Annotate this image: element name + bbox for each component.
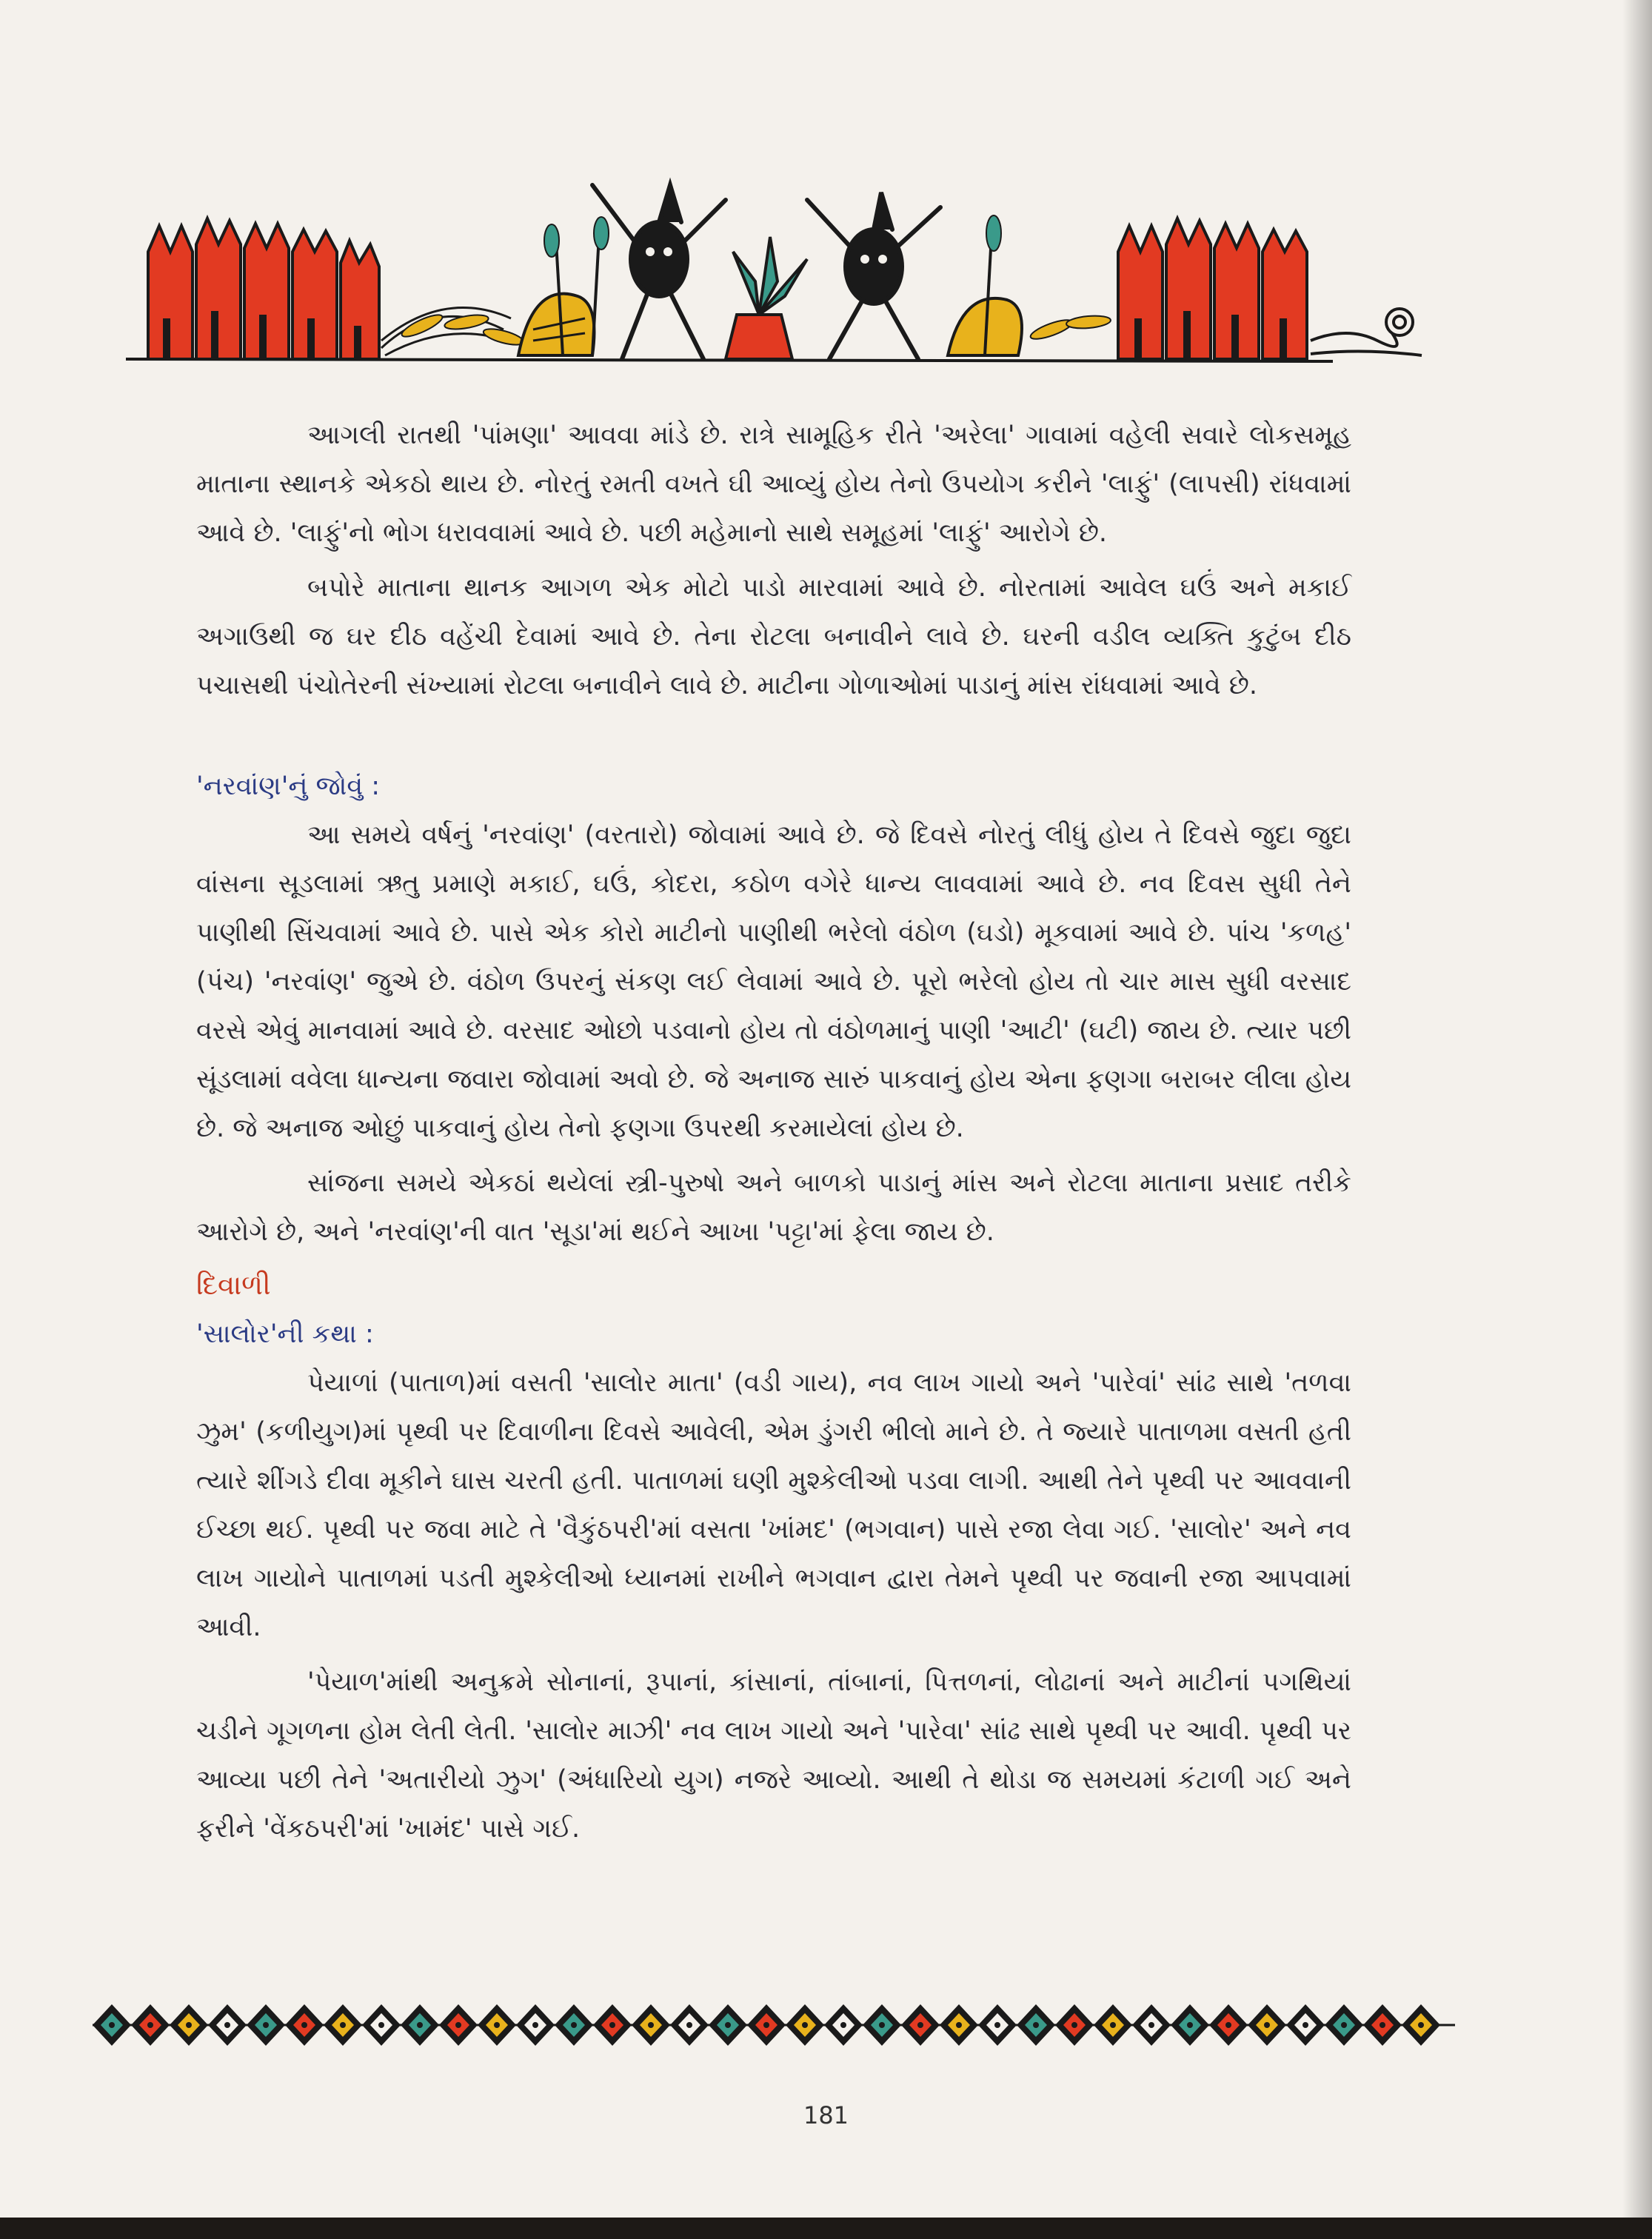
border-diamond-dot	[686, 2022, 692, 2028]
border-diamond-dot	[1110, 2022, 1116, 2028]
paragraph: આગલી રાતથી 'પાંમણા' આવવા માંડે છે. રાત્રે સામૂહિક રીતે 'અરેલા' ગાવામાં વહેલી સવારે લોકસમૂહ માતાના સ્થાનકે એકઠો થાય છે. નોરતું રમતી વખતે ઘી આવ્યું હોય તેનો ઉપયોગ કરીને 'લાફું' (લાપસી) રાંધવામાં આવે છે. 'લાફું'નો ભોગ ધરાવવામાં આવે છે. પછી મહેમાનો સાથે સમૂહમાં 'લાફું' આરોગે છે.	[196, 421, 1351, 548]
dancing-figure-left	[592, 185, 726, 359]
border-diamond-dot	[956, 2022, 962, 2028]
border-diamond-dot	[648, 2022, 654, 2028]
border-diamond-dot	[301, 2022, 307, 2028]
border-diamond-dot	[1380, 2022, 1385, 2028]
border-diamond-dot	[532, 2022, 538, 2028]
border-diamond-dot	[1033, 2022, 1039, 2028]
border-diamond-dot	[725, 2022, 731, 2028]
diamond-border-ornament	[93, 1992, 1455, 2058]
border-diamond-dot	[802, 2022, 808, 2028]
folk-art-header-illustration	[118, 170, 1451, 385]
border-diamond-dot	[417, 2022, 423, 2028]
border-diamond-dot	[147, 2022, 153, 2028]
border-diamond-dot	[609, 2022, 615, 2028]
body-text	[196, 411, 1351, 1853]
subheading-salor: 'સાલોર'ની કથા :	[196, 1319, 374, 1349]
page-edge-shadow	[1622, 0, 1652, 2218]
border-diamond-dot	[1148, 2022, 1154, 2028]
subheading-narvan: 'નરવાંણ'નું જોવું :	[196, 772, 381, 801]
border-diamond-dot	[994, 2022, 1000, 2028]
border-diamond-dot	[1225, 2022, 1231, 2028]
spiral-ornament	[1311, 309, 1422, 355]
border-diamond-dot	[1264, 2022, 1270, 2028]
border-diamond-dot	[340, 2022, 346, 2028]
border-diamond-dot	[1341, 2022, 1347, 2028]
dancing-figure-right	[807, 193, 940, 359]
right-red-figures	[1118, 218, 1307, 359]
border-diamond-dot	[494, 2022, 500, 2028]
border-diamond-dot	[1187, 2022, 1193, 2028]
border-diamond-dot	[571, 2022, 577, 2028]
border-diamond-dot	[1071, 2022, 1077, 2028]
border-diamond-dot	[455, 2022, 461, 2028]
border-diamond-dot	[224, 2022, 230, 2028]
paragraph: સાંજના સમયે એકઠાં થયેલાં સ્ત્રી-પુરુષો અને બાળકો પાડાનું માંસ અને રોટલા માતાના પ્રસાદ તરીકે આરોગે છે, અને 'નરવાંણ'ની વાત 'સૂડા'માં થઈને આખા 'પટ્ટા'માં ફેલા જાય છે.	[196, 1168, 1351, 1247]
border-diamond-dot	[186, 2022, 192, 2028]
page-number: 181	[803, 2101, 849, 2129]
border-diamond-dot	[263, 2022, 269, 2028]
section-heading-diwali: દિવાળી	[196, 1269, 271, 1301]
border-diamond-dot	[378, 2022, 384, 2028]
border-diamond-dot	[917, 2022, 923, 2028]
border-diamond-dot	[1302, 2022, 1308, 2028]
background-strip	[0, 2218, 1652, 2239]
paragraph: પેયાળાં (પાતાળ)માં વસતી 'સાલોર માતા' (વડી ગાય), નવ લાખ ગાયો અને 'પારેવાં' સાંઢ સાથે 'તળવા ઝુમ' (કળીયુગ)માં પૃથ્વી પર દિવાળીના દિવસે આવેલી, એમ ડુંગરી ભીલો માને છે. તે જ્યારે પાતાળમા વસતી હતી ત્યારે શીંગડે દીવા મૂકીને ઘાસ ચરતી હતી. પાતાળમાં ઘણી મુશ્કેલીઓ પડવા લાગી. આથી તેને પૃથ્વી પર આવવાની ઈચ્છા થઈ. પૃથ્વી પર જવા માટે તે 'વૈકુંઠપરી'માં વસતા 'ખાંમદ' (ભગવાન) પાસે રજા લેવા ગઈ. 'સાલોર' અને નવ લાખ ગાયોને પાતાળમાં પડતી મુશ્કેલીઓ ધ્યાનમાં રાખીને ભગવાન દ્વારા તેમને પૃથ્વી પર જવાની રજા આપવામાં આવી.	[196, 1368, 1351, 1642]
paragraph: બપોરે માતાના થાનક આગળ એક મોટો પાડો મારવામાં આવે છે. નોરતામાં આવેલ ઘઉં અને મકાઈ અગાઉથી જ ઘર દીઠ વહેંચી દેવામાં આવે છે. તેના રોટલા બનાવીને લાવે છે. ઘરની વડીલ વ્યક્તિ કુટુંબ દીઠ પચાસથી પંચોતેરની સંખ્યામાં રોટલા બનાવીને લાવે છે. માટીના ગોળાઓમાં પાડાનું માંસ રાંધવામાં આવે છે.	[196, 573, 1351, 700]
border-diamond-dot	[763, 2022, 769, 2028]
border-diamond-dot	[1418, 2022, 1424, 2028]
border-diamond-dot	[879, 2022, 885, 2028]
paragraph: 'પેયાળ'માંથી અનુક્રમે સોનાનાં, રૂપાનાં, કાંસાનાં, તાંબાનાં, પિત્તળનાં, લોઢાનાં અને માટીનાં પગથિયાં ચડીને ગૂગળના હોમ લેતી લેતી. 'સાલોર માઝી' નવ લાખ ગાયો અને 'પારેવા' સાંઢ સાથે પૃથ્વી પર આવી. પૃથ્વી પર આવ્યા પછી તેને 'અતારીયો ઝુગ' (અંધારિયો યુગ) નજરે આવ્યો. આથી તે થોડા જ સમયમાં કંટાળી ગઈ અને ફરીને 'વેંકઠપરી'માં 'ખામંદ' પાસે ગઈ.	[196, 1667, 1351, 1844]
center-pot	[726, 315, 792, 359]
border-diamond-dot	[109, 2022, 115, 2028]
border-diamond-dot	[840, 2022, 846, 2028]
paragraph: આ સમયે વર્ષનું 'નરવાંણ' (વરતારો) જોવામાં આવે છે. જે દિવસે નોરતું લીધું હોય તે દિવસે જુદા જુદા વાંસના સૂડલામાં ઋતુ પ્રમાણે મકાઈ, ઘઉં, કોદરા, કઠોળ વગેરે ધાન્ય લાવવામાં આવે છે. નવ દિવસ સુધી તેને પાણીથી સિંચવામાં આવે છે. પાસે એક કોરો માટીનો પાણીથી ભરેલો વંઠોળ (ઘડો) મૂકવામાં આવે છે. પાંચ 'કળહ' (પંચ) 'નરવાંણ' જુએ છે. વંઠોળ ઉપરનું સંકણ લઈ લેવામાં આવે છે. પૂરો ભરેલો હોય તો ચાર માસ સુધી વરસાદ વરસે એવું માનવામાં આવે છે. વરસાદ ઓછો પડવાનો હોય તો વંઠોળમાનું પાણી 'આટી' (ઘટી) જાય છે. ત્યાર પછી સૂંડલામાં વવેલા ધાન્યના જવારા જોવામાં અવો છે. જે અનાજ સારું પાકવાનું હોય એના ફણગા બરાબર લીલા હોય છે. જે અનાજ ઓછું પાકવાનું હોય તેનો ફણગા ઉપરથી કરમાયેલાં હોય છે.	[196, 820, 1351, 1143]
